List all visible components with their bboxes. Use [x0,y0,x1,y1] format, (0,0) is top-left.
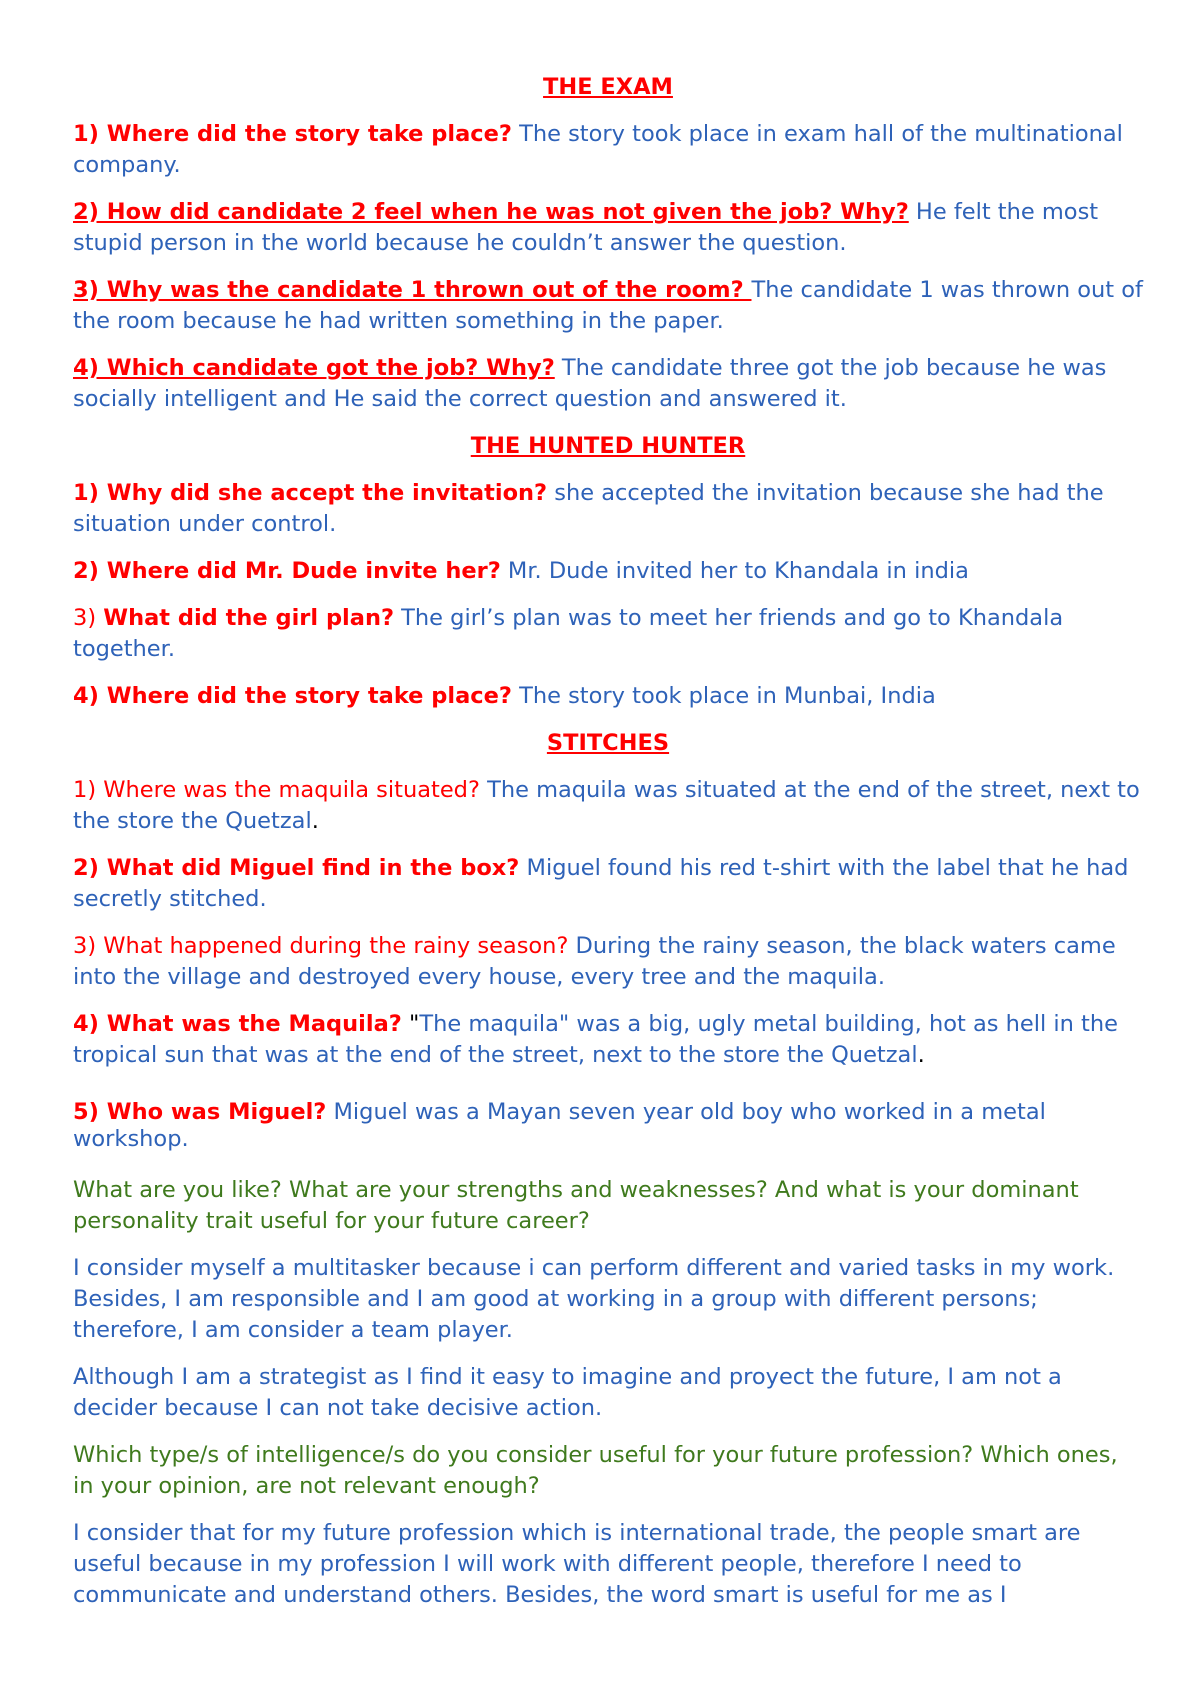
answer-text: Mr. Dude invited her to Khandala in india [500,558,969,584]
question-text: 3) What happened during the rainy season? [73,933,569,959]
intelligence-answer-paragraph-1: I consider that for my future profession which is international trade, the people smart are useful because in my profession I will work with different people, therefore I need to communicate and understand others. Besides, the word smart is useful for me as I [73,1520,1081,1608]
stitches-question-1 [73,775,1143,837]
exam-question-3 [73,275,1143,337]
section-title-stitches: STITCHES [546,730,670,756]
question-text: 1) Where did the story take place? [73,121,512,147]
question-text: 4) Which candidate got the job? Why? [73,355,555,381]
answer-text: He felt the most stupid person in the world because he couldn’t answer the question. [73,199,1099,256]
question-text: 1) Where was the maquila situated? [73,777,480,803]
hunted-question-2 [73,556,1143,587]
exam-question-1 [73,119,1143,181]
stitches-question-2 [73,853,1143,915]
section-title-the-exam: THE EXAM [543,74,673,100]
question-number: 3) [73,605,104,631]
question-text: What did the girl plan? [103,605,395,631]
answer-text: During the rainy season, the black waters came into the village and destroyed every house, every tree and the maquila. [73,933,1116,990]
question-text: 2) Where did Mr. Dude invite her? [73,558,501,584]
answer-text: The candidate three got the job because he was socially intelligent and He said the correct question and answered it. [73,355,1107,412]
document-page [73,72,1143,1627]
question-text: 3) Why was the candidate 1 thrown out of the room? [73,277,752,303]
intelligence-question: Which type/s of intelligence/s do you consider useful for your future profession? Which ones, in your opinion, are not relevant enough? [73,1442,1118,1499]
answer-period: . [311,808,319,834]
section-title-the-hunted-hunter: THE HUNTED HUNTER [470,433,746,459]
question-text: 4) What was the Maquila? [73,1011,402,1037]
exam-question-4 [73,353,1143,415]
stitches-question-5 [73,1099,1143,1153]
question-text: 1) Why did she accept the invitation? [73,480,548,506]
answer-text: The maquila was situated at the end of the street, next to the store the Quetzal [73,777,1140,834]
personality-answer-paragraph-1: I consider myself a multitasker because i can perform different and varied tasks in my work. Besides, I am responsible and I am good at working in a group with different persons; therefore, I am consider a team player. [73,1255,1115,1343]
stitches-question-3 [73,931,1143,993]
answer-text: Miguel found his red t-shirt with the label that he had secretly stitched. [73,855,1129,912]
hunted-question-4 [73,681,1143,712]
answer-quote: " [401,1011,420,1037]
answer-text: she accepted the invitation because she had the situation under control. [73,480,1104,537]
answer-text: The maquila" was a big, ugly metal building, hot as hell in the tropical sun that was at the end of the street, next to the store the Quetzal [73,1011,1118,1068]
answer-text: The candidate 1 was thrown out of the room because he had written something in the paper. [73,277,1143,334]
personality-question: What are you like? What are your strengths and weaknesses? And what is your dominant personality trait useful for your future career? [73,1177,1079,1234]
answer-text: The story took place in Munbai, India [511,683,936,709]
personality-answer-paragraph-2: Although I am a strategist as I find it easy to imagine and proyect the future, I am not a decider because I can not take decisive action. [73,1364,1062,1421]
answer-text: Miguel was a Mayan seven year old boy who worked in a metal workshop. [73,1099,1046,1152]
exam-question-2 [73,197,1143,259]
answer-text: The girl’s plan was to meet her friends and go to Khandala together. [73,605,1064,662]
answer-text: The story took place in exam hall of the multinational company. [73,121,1123,178]
question-text: 5) Who was Miguel? [73,1099,327,1125]
question-text: 2) How did candidate 2 feel when he was not given the job? Why? [73,199,909,225]
question-text: 2) What did Miguel find in the box? [73,855,520,881]
hunted-question-3 [73,603,1143,665]
question-text: 4) Where did the story take place? [73,683,512,709]
stitches-question-4 [73,1009,1143,1071]
hunted-question-1 [73,478,1143,540]
answer-period: . [917,1042,925,1068]
